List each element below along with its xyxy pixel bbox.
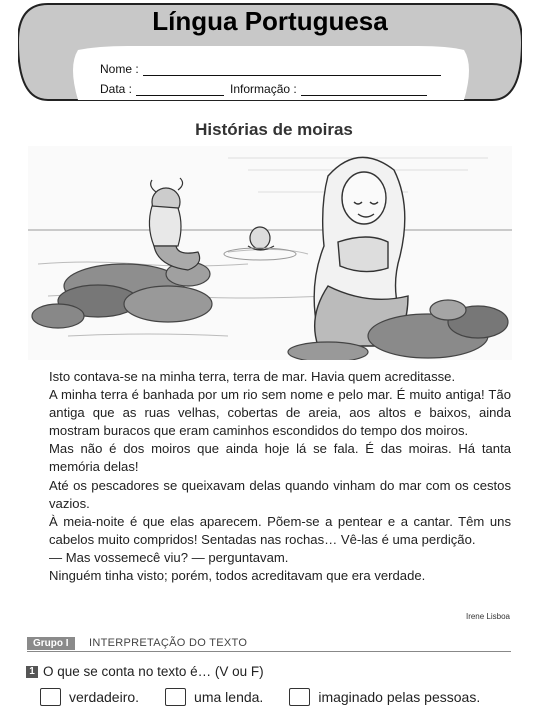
story-text xyxy=(49,368,511,585)
option-label: imaginado pelas pessoas. xyxy=(318,689,481,705)
author-credit: Irene Lisboa xyxy=(465,612,510,621)
option-label: uma lenda. xyxy=(194,689,264,705)
checkbox[interactable] xyxy=(165,688,186,706)
date-field[interactable] xyxy=(136,82,224,96)
story-paragraph: — Mas vossemecê viu? — perguntavam. xyxy=(49,549,289,565)
option-imaginado xyxy=(289,688,480,706)
question-text: O que se conta no texto é… (V ou F) xyxy=(43,664,264,679)
checkbox[interactable] xyxy=(289,688,310,706)
story-paragraph: Até os pescadores se queixavam delas quando vinham do mar com os cestos vazios. xyxy=(49,477,511,511)
info-label: Informação : xyxy=(230,82,297,96)
group-tag: Grupo I xyxy=(27,637,75,650)
group-title: INTERPRETAÇÃO DO TEXTO xyxy=(89,637,248,649)
story-title: Histórias de moiras xyxy=(195,120,353,139)
story-paragraph: Isto contava-se na minha terra, terra de mar. Havia quem acreditasse. xyxy=(49,369,456,384)
info-field[interactable] xyxy=(301,82,427,96)
option-lenda xyxy=(165,688,263,706)
answer-options xyxy=(40,688,520,706)
date-label: Data : xyxy=(100,82,133,96)
question-1 xyxy=(26,664,264,679)
story-paragraph: A minha terra é banhada por um rio sem nome e pelo mar. É muito antiga! Tão antiga que as ruas velhas, cobertas de areia, aos altos e baixos, ainda mostram buracos que eram caminhos escondidos do tempo dos moiros. xyxy=(49,387,511,439)
name-field[interactable] xyxy=(143,62,441,76)
subject-title: Língua Portuguesa xyxy=(152,6,388,36)
story-paragraph: Mas não é dos moiros que ainda hoje lá se fala. É das moiras. Há tanta memória delas! xyxy=(49,441,511,475)
story-paragraph: À meia-noite é que elas aparecem. Põem-se a pentear e a cantar. Têm uns cabelos muito compridos! Sentadas nas rochas… Vê-las é uma perdição. xyxy=(49,513,511,547)
checkbox[interactable] xyxy=(40,688,61,706)
mermaids-illustration xyxy=(28,146,512,360)
option-verdadeiro xyxy=(40,688,139,706)
story-paragraph: Ninguém tinha visto; porém, todos acreditavam que era verdade. xyxy=(49,568,426,584)
question-number: 1 xyxy=(26,666,38,678)
option-label: verdadeiro. xyxy=(69,689,140,705)
group-header xyxy=(27,635,511,652)
name-label: Nome : xyxy=(100,62,139,76)
student-info-fields xyxy=(100,56,450,96)
